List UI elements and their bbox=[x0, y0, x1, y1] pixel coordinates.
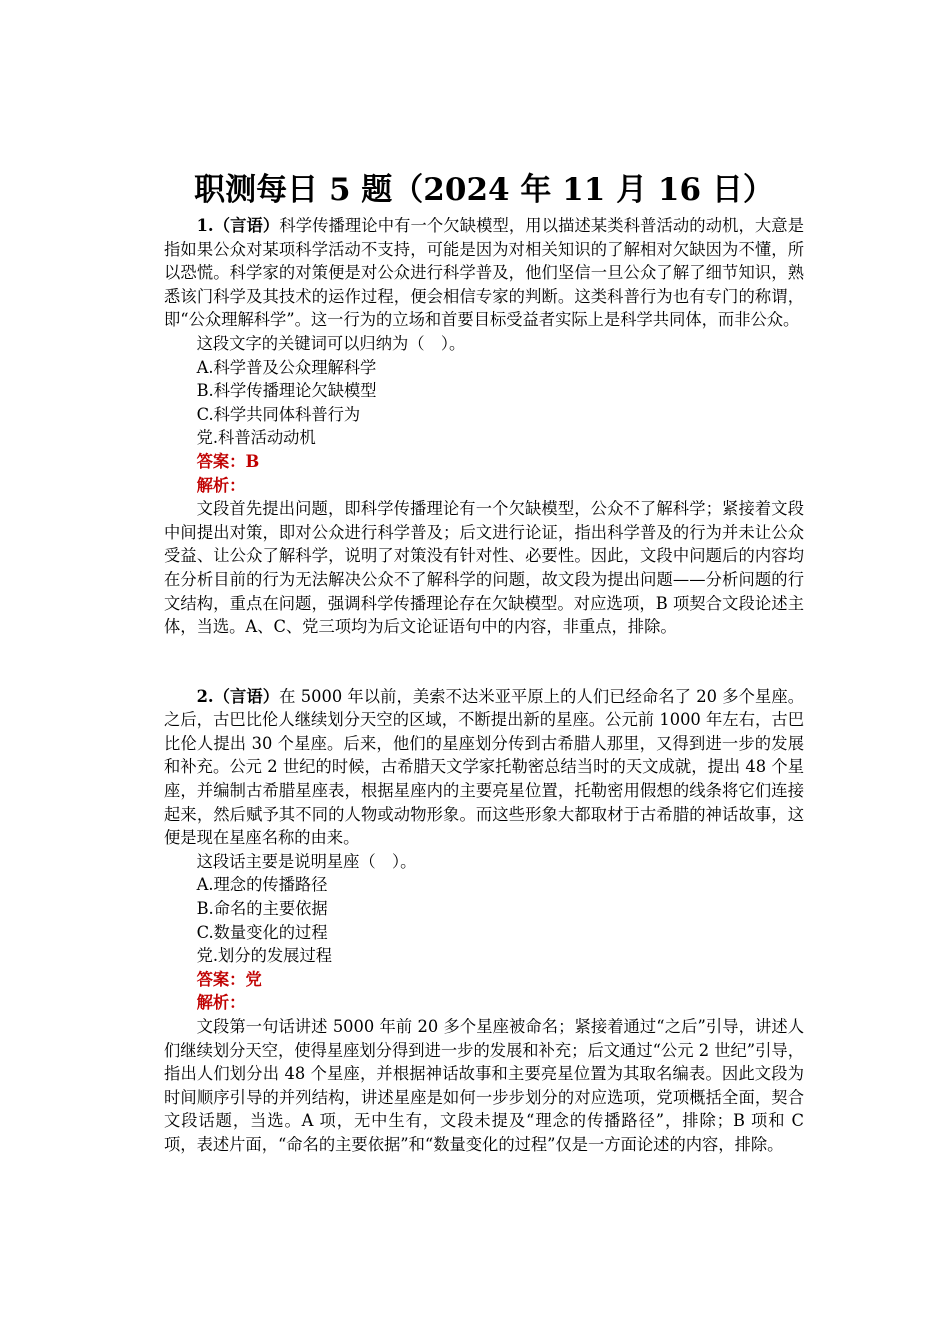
option-d: 党.划分的发展过程 bbox=[196, 946, 333, 966]
question-prompt: 这段话主要是说明星座（ ）。 bbox=[196, 851, 417, 871]
option-a: A.理念的传播路径 bbox=[196, 875, 328, 895]
option-b: B.科学传播理论欠缺模型 bbox=[196, 381, 377, 401]
question-passage-text: 在 5000 年以前，美索不达米亚平原上的人们已经命名了 20 多个星座。之后，古巴比伦人继续划分天空的区域，不断提出新的星座。公元前 1000 年左右，古巴比伦人提出 30 个星座。后来，他们的星座划分传到古希腊人那里，又得到进一步的发展和补充。公元 2 世纪的时候，古希腊天文学家托勒密总结当时的天文成就，提出 48 个星座，并编制古希腊星座表，根据星座内的主要亮星位置，托勒密用假想的线条将它们连接起来，然后赋予其不同的人物或动物形象。而这些形象大都取材于古希腊的神话故事，这便是现在星座名称的由来。 bbox=[164, 686, 804, 848]
analysis-label: 解析： bbox=[196, 993, 246, 1013]
option-c: C.数量变化的过程 bbox=[196, 922, 328, 942]
spacer bbox=[164, 662, 804, 685]
question-number-label: 2.（言语） bbox=[196, 686, 280, 706]
analysis-text: 文段首先提出问题，即科学传播理论有一个欠缺模型，公众不了解科学；紧接着文段中间提出对策，即对公众进行科学普及；后文进行论证，指出科学普及的行为并未让公众受益、让公众了解科学，说明了对策没有针对性、必要性。因此，文段中问题后的内容均在分析目前的行为无法解决公众不了解科学的问题，故文段为提出问题——分析问题的行文结构，重点在问题，强调科学传播理论存在欠缺模型。对应选项，B 项契合文段论述主体，当选。A、C、党三项均为后文论证语句中的内容，非重点，排除。 bbox=[164, 499, 804, 637]
option-c: C.科学共同体科普行为 bbox=[196, 404, 361, 424]
option-b: B.命名的主要依据 bbox=[196, 899, 328, 919]
answer-label: 答案：B bbox=[196, 451, 260, 471]
analysis-text: 文段第一句话讲述 5000 年前 20 多个星座被命名；紧接着通过“之后”引导，讲述人们继续划分天空，使得星座划分得到进一步的发展和补充；后文通过“公元 2 世纪”引导，指出人们划分出 48 个星座，并根据神话故事和主要亮星位置为其取名编表。因此文段为时间顺序引导的并列结构，讲述星座是如何一步步划分的对应选项，党项概括全面，契合文段话题，当选。A 项，无中生有，文段未提及“理念的传播路径”，排除；B 项和 C 项，表述片面，“命名的主要依据”和“数量变化的过程”仅是一方面论述的内容，排除。 bbox=[164, 1017, 804, 1154]
spacer bbox=[164, 639, 804, 662]
page-title: 职测每日 5 题（2024 年 11 月 16 日） bbox=[194, 172, 774, 208]
document-page bbox=[164, 168, 804, 1157]
question-number-label: 1.（言语） bbox=[196, 216, 280, 235]
analysis-label: 解析： bbox=[196, 475, 246, 495]
question-passage bbox=[164, 214, 804, 332]
option-d: 党.科普活动动机 bbox=[196, 428, 316, 448]
question-block-1 bbox=[164, 214, 804, 639]
option-a: A.科学普及公众理解科学 bbox=[196, 357, 377, 377]
answer-label: 答案：党 bbox=[196, 969, 262, 989]
question-passage-text: 科学传播理论中有一个欠缺模型，用以描述某类科普活动的动机，大意是指如果公众对某项科学活动不支持，可能是因为对相关知识的了解相对欠缺因为不懂，所以恐慌。科学家的对策便是对公众进行科学普及，他们坚信一旦公众了解了细节知识，熟悉该门科学及其技术的运作过程，便会相信专家的判断。这类科普行为也有专门的称谓，即“公众理解科学”。这一行为的立场和首要目标受益者实际上是科学共同体，而非公众。 bbox=[164, 216, 804, 330]
question-passage bbox=[164, 685, 804, 850]
question-prompt: 这段文字的关键词可以归纳为（ ）。 bbox=[196, 333, 466, 353]
question-block-2 bbox=[164, 685, 804, 1157]
